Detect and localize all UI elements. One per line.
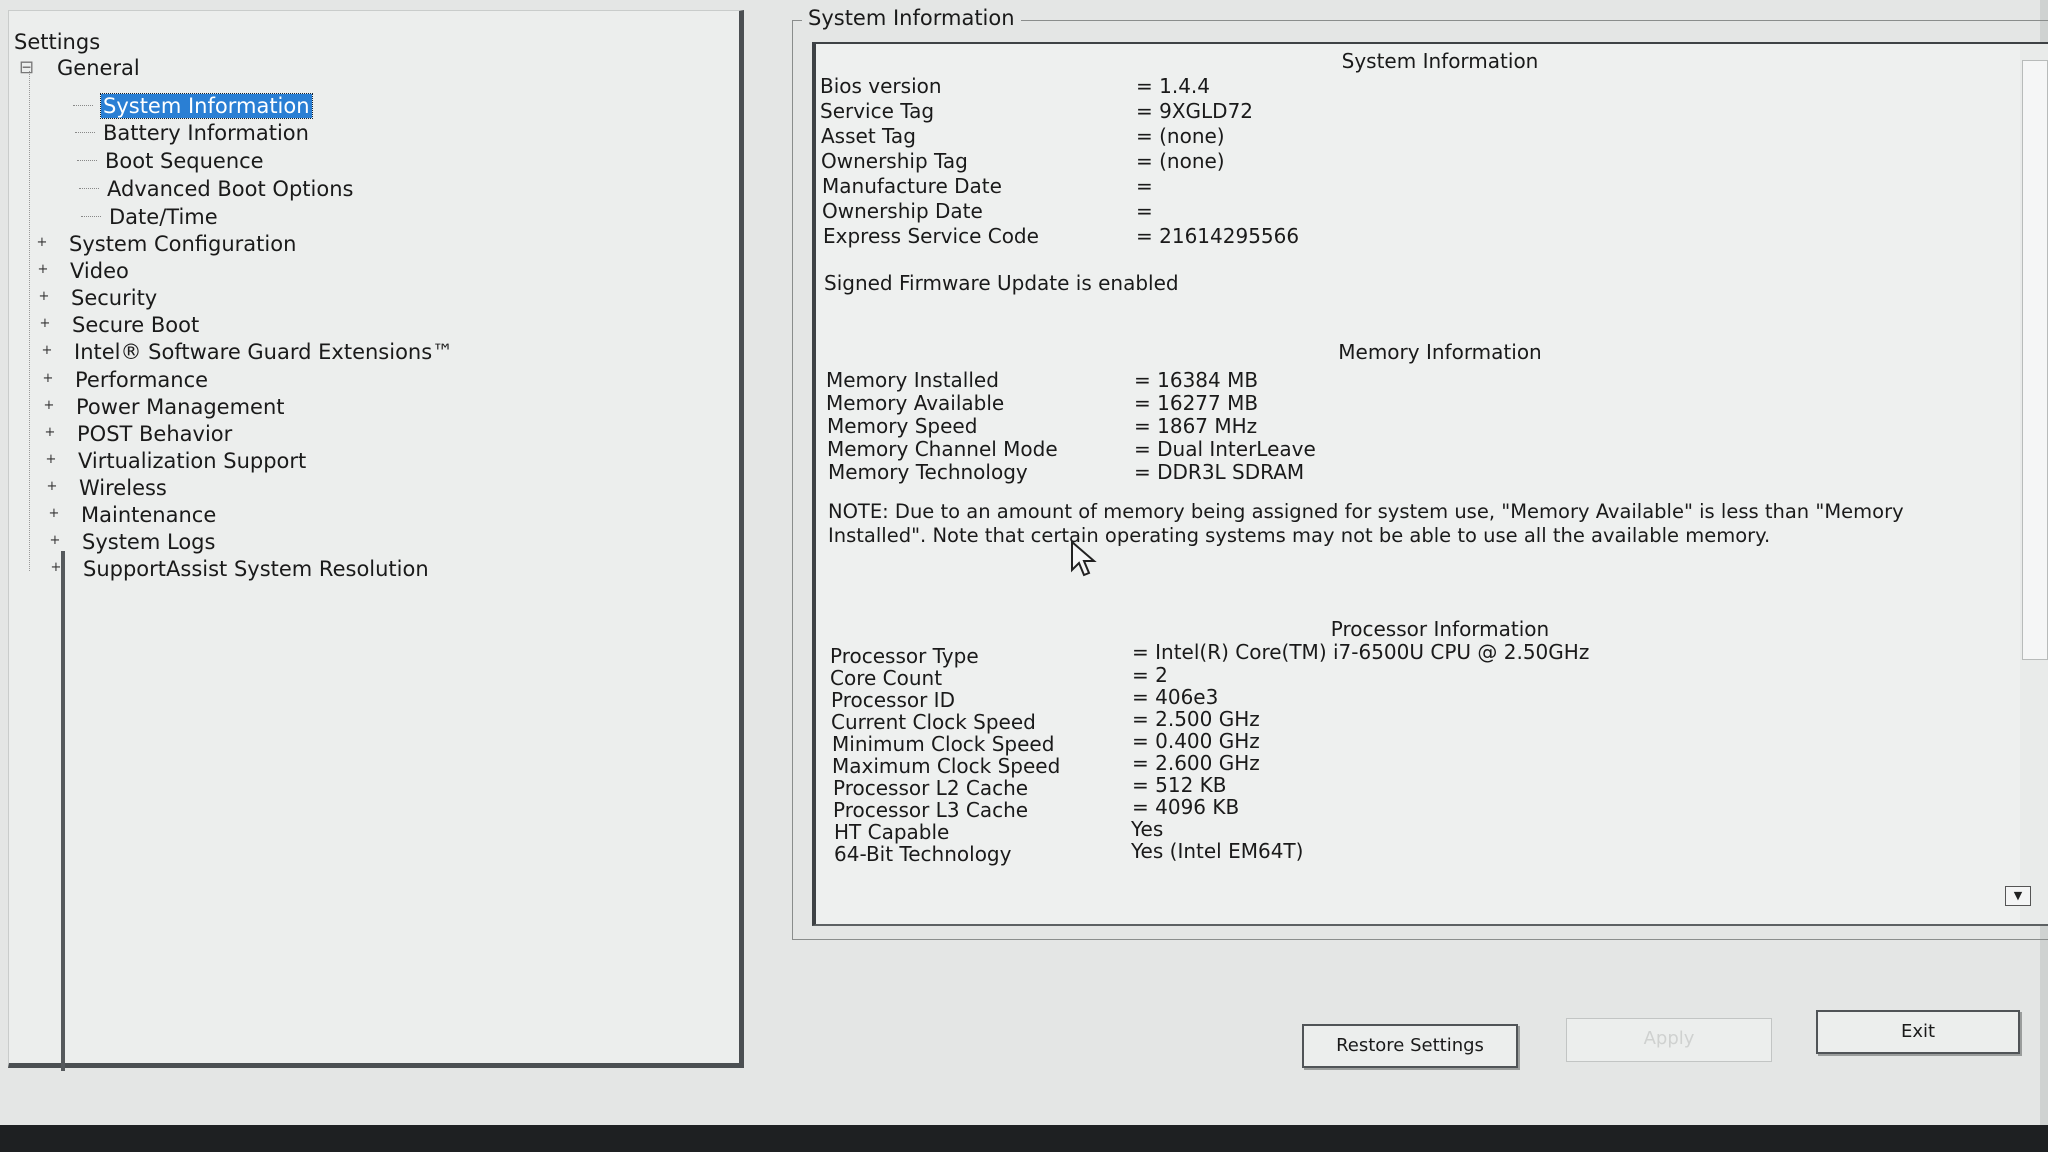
tree-item-post-behavior[interactable]	[44, 421, 233, 447]
tree-item-label: General	[57, 56, 140, 80]
tree-item-battery-information[interactable]	[103, 120, 309, 146]
tree-branch-line	[79, 188, 99, 189]
expand-icon[interactable]: +	[36, 235, 48, 250]
info-label: Processor L3 Cache	[833, 798, 1029, 822]
info-label: Memory Channel Mode	[827, 437, 1058, 461]
info-value: = DDR3L SDRAM	[1134, 460, 1305, 484]
tree-item-label: Intel® Software Guard Extensions™	[74, 340, 454, 364]
info-value: = 16277 MB	[1134, 391, 1259, 415]
tree-item-wireless[interactable]	[46, 475, 167, 501]
tree-item-maintenance[interactable]	[48, 502, 217, 528]
scroll-down-arrow-icon[interactable]: ▼	[2005, 886, 2031, 906]
tree-item-label: POST Behavior	[77, 422, 233, 446]
expand-icon[interactable]: +	[49, 533, 61, 548]
info-value: Yes (Intel EM64T)	[1131, 839, 1304, 863]
apply-button[interactable]: Apply	[1566, 1018, 1772, 1062]
tree-item-label: SupportAssist System Resolution	[83, 557, 429, 581]
info-value: = 9XGLD72	[1136, 99, 1254, 123]
tree-item-label: Power Management	[76, 395, 285, 419]
info-value: =	[1136, 174, 1153, 198]
tree-item-video[interactable]	[37, 258, 129, 284]
info-label: Processor Type	[830, 644, 979, 668]
info-label: Current Clock Speed	[831, 710, 1036, 734]
info-label: Minimum Clock Speed	[832, 732, 1055, 756]
info-value: = Dual InterLeave	[1134, 437, 1316, 461]
expand-icon[interactable]: +	[39, 316, 51, 331]
tree-item-general[interactable]	[19, 55, 140, 81]
section-title-processor: Processor Information	[1330, 617, 1550, 641]
tree-item-system-configuration[interactable]	[36, 231, 297, 257]
info-label: Processor ID	[831, 688, 955, 712]
mouse-cursor-icon	[1070, 540, 1100, 580]
expand-icon[interactable]: +	[50, 560, 62, 575]
tree-item-system-logs[interactable]	[49, 529, 216, 555]
expand-icon[interactable]: +	[44, 425, 56, 440]
info-label: Ownership Tag	[821, 149, 968, 173]
info-label: Asset Tag	[821, 124, 916, 148]
info-value: = 1.4.4	[1136, 74, 1211, 98]
tree-branch-line	[75, 132, 95, 133]
expand-icon[interactable]: +	[37, 262, 49, 277]
exit-button[interactable]: Exit	[1816, 1010, 2020, 1054]
tree-item-virtualization-support[interactable]	[45, 448, 307, 474]
tree-branch-line	[81, 216, 101, 217]
memory-note: NOTE: Due to an amount of memory being assigned for system use, "Memory Available" is less than "Memory Installed". Note that certain operating systems may not be able to use all the available memory.	[828, 500, 1904, 547]
tree-item-label: System Logs	[82, 530, 216, 554]
info-label: Core Count	[830, 666, 943, 690]
tree-item-boot-sequence[interactable]	[105, 148, 264, 174]
expand-icon[interactable]: +	[45, 452, 57, 467]
tree-item-label: Maintenance	[81, 503, 217, 527]
tree-item-label: System Configuration	[69, 232, 297, 256]
firmware-update-status: Signed Firmware Update is enabled	[824, 271, 1179, 295]
info-value: = 2.500 GHz	[1132, 707, 1260, 731]
info-value: = 406e3	[1132, 685, 1219, 709]
tree-connector-line	[29, 71, 30, 571]
groupbox-title: System Information	[802, 6, 1021, 30]
expand-icon[interactable]: +	[46, 479, 58, 494]
tree-root-settings[interactable]: Settings	[14, 30, 101, 54]
info-value: = 21614295566	[1136, 224, 1300, 248]
tree-item-label: Security	[71, 286, 158, 310]
settings-tree-panel	[8, 10, 744, 1068]
expand-icon[interactable]: +	[38, 289, 50, 304]
info-label: Ownership Date	[822, 199, 983, 223]
tree-item-label: Advanced Boot Options	[107, 177, 354, 201]
tree-item-security[interactable]	[38, 285, 158, 311]
info-label: Memory Installed	[826, 368, 999, 392]
tree-item-secure-boot[interactable]	[39, 312, 200, 338]
tree-item-label: Battery Information	[103, 121, 309, 145]
info-value: = 512 KB	[1132, 773, 1227, 797]
info-value: = (none)	[1136, 124, 1225, 148]
info-value: = 16384 MB	[1134, 368, 1259, 392]
section-title-system: System Information	[1341, 49, 1539, 73]
tree-item-label: Date/Time	[109, 205, 218, 229]
tree-item-label: System Information	[103, 94, 310, 118]
info-label: Processor L2 Cache	[833, 776, 1029, 800]
info-value: = 2	[1132, 663, 1168, 687]
info-value: = 4096 KB	[1132, 795, 1240, 819]
tree-item-intel-sgx[interactable]	[41, 339, 454, 365]
screen-bottom-edge	[0, 1125, 2048, 1152]
tree-branch-line	[73, 105, 93, 106]
tree-branch-line	[77, 160, 97, 161]
tree-item-supportassist[interactable]	[50, 556, 429, 582]
tree-item-power-management[interactable]	[43, 394, 285, 420]
section-title-memory: Memory Information	[1338, 340, 1542, 364]
info-value: =	[1136, 199, 1153, 223]
info-label: Express Service Code	[823, 224, 1039, 248]
tree-item-advanced-boot-options[interactable]	[107, 176, 353, 202]
info-label: Service Tag	[820, 99, 935, 123]
expand-icon[interactable]: +	[42, 371, 54, 386]
tree-item-label: Virtualization Support	[78, 449, 307, 473]
info-label: Memory Available	[826, 391, 1005, 415]
info-value: = 0.400 GHz	[1132, 729, 1260, 753]
tree-item-date-time[interactable]	[109, 204, 218, 230]
info-label: Manufacture Date	[822, 174, 1002, 198]
tree-item-label: Video	[70, 259, 129, 283]
info-label: Memory Technology	[828, 460, 1028, 484]
info-label: Bios version	[820, 74, 942, 98]
expand-icon[interactable]: +	[43, 398, 55, 413]
tree-panel-inner-edge	[61, 551, 65, 1071]
tree-item-system-information[interactable]	[101, 93, 312, 119]
expand-icon[interactable]: +	[41, 343, 53, 358]
restore-settings-button[interactable]: Restore Settings	[1302, 1024, 1518, 1068]
tree-item-label: Secure Boot	[72, 313, 200, 337]
info-value: = (none)	[1136, 149, 1225, 173]
info-label: 64-Bit Technology	[834, 842, 1012, 866]
info-label: HT Capable	[834, 820, 950, 844]
info-value: Yes	[1131, 817, 1164, 841]
info-label: Maximum Clock Speed	[832, 754, 1061, 778]
collapse-icon[interactable]: ⊟	[19, 57, 35, 78]
info-value: = Intel(R) Core(TM) i7-6500U CPU @ 2.50GHz	[1132, 640, 1590, 664]
info-label: Memory Speed	[827, 414, 978, 438]
tree-item-label: Boot Sequence	[105, 149, 264, 173]
info-value: = 2.600 GHz	[1132, 751, 1260, 775]
tree-item-performance[interactable]	[42, 367, 209, 393]
expand-icon[interactable]: +	[48, 506, 60, 521]
tree-item-label: Wireless	[79, 476, 167, 500]
tree-item-label: Performance	[75, 368, 209, 392]
info-value: = 1867 MHz	[1134, 414, 1258, 438]
